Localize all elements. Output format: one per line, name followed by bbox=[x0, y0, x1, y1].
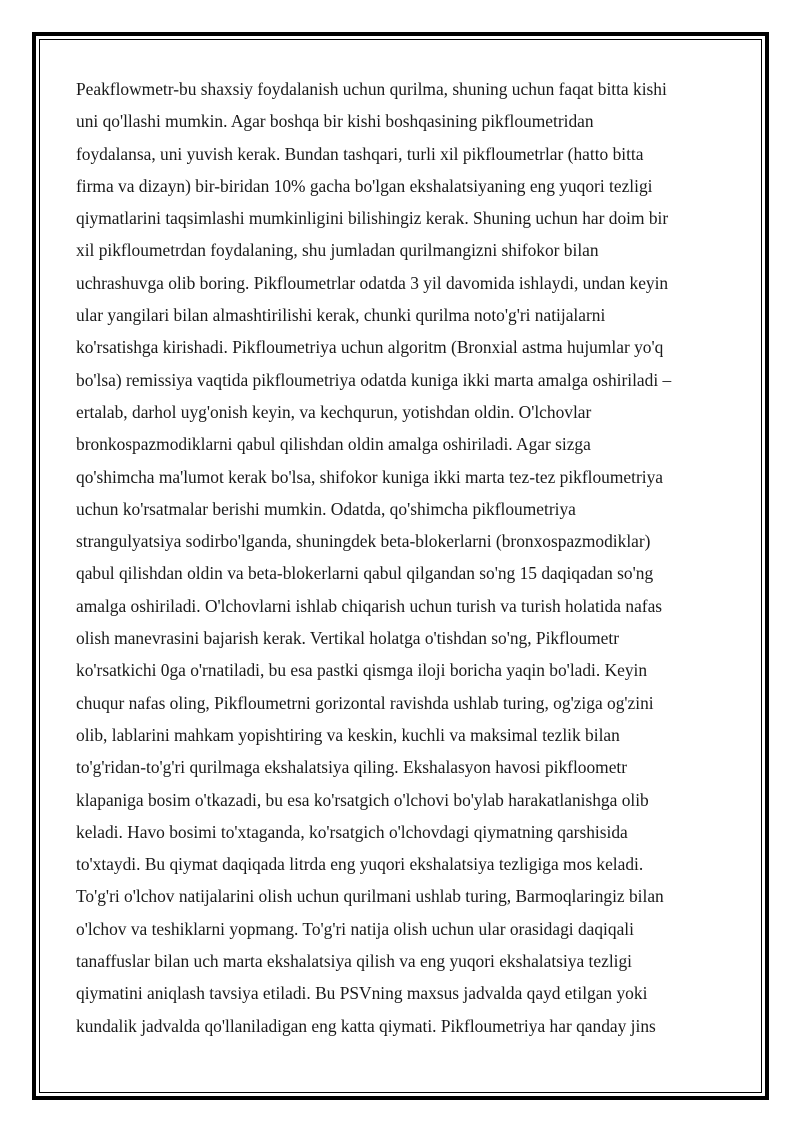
text-line: firma va dizayn) bir-biridan 10% gacha bo'lgan ekshalatsiyaning eng yuqori tezligi bbox=[76, 175, 653, 196]
text-line: qiymatlarini taqsimlashi mumkinligini bilishingiz kerak. Shuning uchun har doim bir bbox=[76, 208, 669, 229]
text-line: strangulyatsiya sodirbo'lganda, shuningdek beta-blokerlarni (bronxospazmodiklar) bbox=[76, 531, 651, 552]
text-line: olib, lablarini mahkam yopishtiring va keskin, kuchli va maksimal tezlik bilan bbox=[76, 724, 620, 745]
text-line: xil pikfloumetrdan foydalaning, shu jumladan qurilmangizni shifokor bilan bbox=[76, 240, 599, 261]
text-line: foydalansa, uni yuvish kerak. Bundan tashqari, turli xil pikfloumetrlar (hatto bitta bbox=[76, 143, 644, 164]
text-line: o'lchov va teshiklarni yopmang. To'g'ri natija olish uchun ular orasidagi daqiqali bbox=[76, 918, 634, 939]
text-line: klapaniga bosim o'tkazadi, bu esa ko'rsatgich o'lchovi bo'ylab harakatlanishga olib bbox=[76, 789, 649, 810]
text-line: ertalab, darhol uyg'onish keyin, va kechqurun, yotishdan oldin. O'lchovlar bbox=[76, 401, 592, 422]
text-line: kundalik jadvalda qo'llaniladigan eng katta qiymati. Pikfloumetriya har qanday jins bbox=[76, 1015, 656, 1036]
text-line: ko'rsatkichi 0ga o'rnatiladi, bu esa pastki qismga iloji boricha yaqin bo'ladi. Keyin bbox=[76, 660, 648, 681]
text-line: amalga oshiriladi. O'lchovlarni ishlab chiqarish uchun turish va turish holatida nafas bbox=[76, 595, 663, 616]
text-line: keladi. Havo bosimi to'xtaganda, ko'rsatgich o'lchovdagi qiymatning qarshisida bbox=[76, 821, 628, 842]
text-line: qabul qilishdan oldin va beta-blokerlarni qabul qilgandan so'ng 15 daqiqadan so'ng bbox=[76, 563, 654, 584]
text-line: tanaffuslar bilan uch marta ekshalatsiya qilish va eng yuqori ekshalatsiya tezligi bbox=[76, 951, 633, 972]
text-line: bo'lsa) remissiya vaqtida pikfloumetriya odatda kuniga ikki marta amalga oshiriladi – bbox=[76, 369, 672, 390]
text-line: ular yangilari bilan almashtirilishi kerak, chunki qurilma noto'g'ri natijalarni bbox=[76, 305, 606, 326]
text-line: To'g'ri o'lchov natijalarini olish uchun qurilmani ushlab turing, Barmoqlaringiz bilan bbox=[76, 886, 664, 907]
text-line: olish manevrasini bajarish kerak. Vertikal holatga o'tishdan so'ng, Pikfloumetr bbox=[76, 628, 620, 649]
text-line: uchrashuvga olib boring. Pikfloumetrlar odatda 3 yil davomida ishlaydi, undan keyin bbox=[76, 272, 669, 293]
text-line: bronkospazmodiklarni qabul qilishdan oldin amalga oshiriladi. Agar sizga bbox=[76, 434, 591, 455]
body-paragraph bbox=[76, 73, 724, 1042]
text-line: qo'shimcha ma'lumot kerak bo'lsa, shifokor kuniga ikki marta tez-tez pikfloumetriya bbox=[76, 466, 663, 487]
text-line: uchun ko'rsatmalar berishi mumkin. Odatda, qo'shimcha pikfloumetriya bbox=[76, 498, 576, 519]
text-line: Peakflowmetr-bu shaxsiy foydalanish uchun qurilma, shuning uchun faqat bitta kishi bbox=[76, 79, 667, 99]
text-line: to'xtaydi. Bu qiymat daqiqada litrda eng yuqori ekshalatsiya tezligiga mos keladi. bbox=[76, 854, 644, 875]
text-line: qiymatini aniqlash tavsiya etiladi. Bu PSVning maxsus jadvalda qayd etilgan yoki bbox=[76, 983, 648, 1004]
text-line: ko'rsatishga kirishadi. Pikfloumetriya uchun algoritm (Bronxial astma hujumlar yo'q bbox=[76, 337, 664, 358]
text-line: uni qo'llashi mumkin. Agar boshqa bir kishi boshqasining pikfloumetridan bbox=[76, 111, 594, 132]
text-line: chuqur nafas oling, Pikfloumetrni gorizontal ravishda ushlab turing, og'ziga og'zini bbox=[76, 692, 654, 713]
text-line: to'g'ridan-to'g'ri qurilmaga ekshalatsiya qiling. Ekshalasyon havosi pikfloometr bbox=[76, 757, 628, 778]
